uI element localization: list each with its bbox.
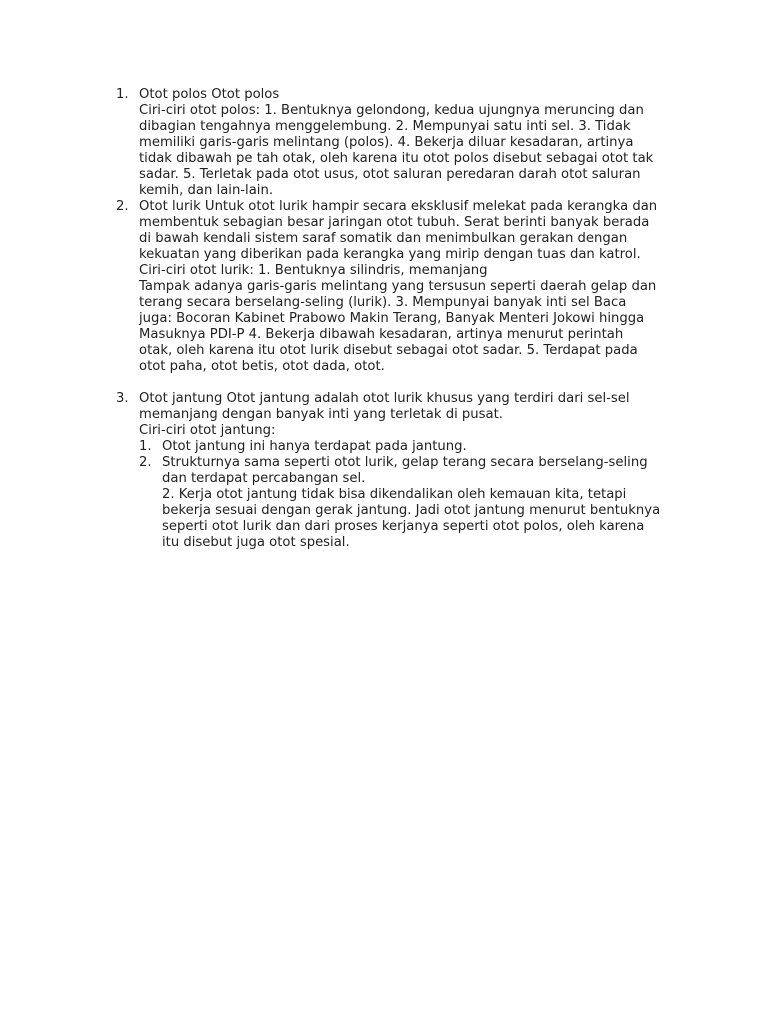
sub-list-item-body xyxy=(162,439,676,455)
text-line: bekerja sesuai dengan gerak jantung. Jadi otot jantung menurut bentuknya xyxy=(162,503,661,518)
text-line: juga: Bocoran Kabinet Prabowo Makin Terang, Banyak Menteri Jokowi hingga xyxy=(139,311,645,326)
text-line: memanjang dengan banyak inti yang terletak di pusat. xyxy=(139,407,503,422)
text-line: membentuk sebagian besar jaringan otot tubuh. Serat berinti banyak berada xyxy=(139,215,650,230)
text-line: otot paha, otot betis, otot dada, otot. xyxy=(139,359,385,374)
list-item-body xyxy=(139,199,676,375)
text-line: Ciri-ciri otot polos: 1. Bentuknya gelondong, kedua ujungnya meruncing dan xyxy=(139,103,644,118)
text-line: memiliki garis-garis melintang (polos). 4. Bekerja diluar kesadaran, artinya xyxy=(139,135,634,150)
text-line: Ciri-ciri otot jantung: xyxy=(139,423,276,438)
text-line: Tampak adanya garis-garis melintang yang tersusun seperti daerah gelap dan xyxy=(139,279,657,294)
text-line: kemih, dan lain-lain. xyxy=(139,183,274,198)
text-line: Ciri-ciri otot lurik: 1. Bentuknya silindris, memanjang xyxy=(139,263,488,278)
text-line: di bawah kendali sistem saraf somatik dan menimbulkan gerakan dengan xyxy=(139,231,628,246)
list-item-number: 2. xyxy=(116,199,129,214)
list-item-number: 3. xyxy=(116,391,129,406)
text-line: Otot jantung ini hanya terdapat pada jantung. xyxy=(162,439,467,454)
text-line: seperti otot lurik dan dari proses kerjanya seperti otot polos, oleh karena xyxy=(162,519,645,534)
text-line: tidak dibawah pe tah otak, oleh karena itu otot polos disebut sebagai otot tak xyxy=(139,151,654,166)
list-item-body xyxy=(139,391,676,551)
list-item-title: Otot lurik Untuk otot lurik hampir secara eksklusif melekat pada kerangka dan xyxy=(139,199,658,214)
text-line: dan terdapat percabangan sel. xyxy=(162,471,366,486)
text-line: kekuatan yang diberikan pada kerangka yang mirip dengan tuas dan katrol. xyxy=(139,247,641,262)
list-item-body xyxy=(139,87,676,199)
text-line: dibagian tengahnya menggelembung. 2. Mempunyai satu inti sel. 3. Tidak xyxy=(139,119,631,134)
text-line: 2. Kerja otot jantung tidak bisa dikendalikan oleh kemauan kita, tetapi xyxy=(162,487,627,502)
list-item-number: 1. xyxy=(116,87,129,102)
text-line: terang secara berselang-seling (lurik). 3. Mempunyai banyak inti sel Baca xyxy=(139,295,627,310)
list-item-title: Otot jantung Otot jantung adalah otot lurik khusus yang terdiri dari sel-sel xyxy=(139,391,630,406)
sub-list-item-number: 1. xyxy=(139,439,152,454)
text-line: Strukturnya sama seperti otot lurik, gelap terang secara berselang-seling xyxy=(162,455,648,470)
list-item-title: Otot polos Otot polos xyxy=(139,87,280,102)
text-line: Masuknya PDI-P 4. Bekerja dibawah kesadaran, artinya menurut perintah xyxy=(139,327,624,342)
sub-list-item-2 xyxy=(139,455,676,551)
sub-list-item-body xyxy=(162,455,676,551)
sub-list-item-number: 2. xyxy=(139,455,152,470)
sub-list-item-1 xyxy=(139,439,676,455)
text-line: otak, oleh karena itu otot lurik disebut sebagai otot sadar. 5. Terdapat pada xyxy=(139,343,638,358)
text-line: sadar. 5. Terletak pada otot usus, otot saluran peredaran darah otot saluran xyxy=(139,167,641,182)
text-line: itu disebut juga otot spesial. xyxy=(162,535,350,550)
